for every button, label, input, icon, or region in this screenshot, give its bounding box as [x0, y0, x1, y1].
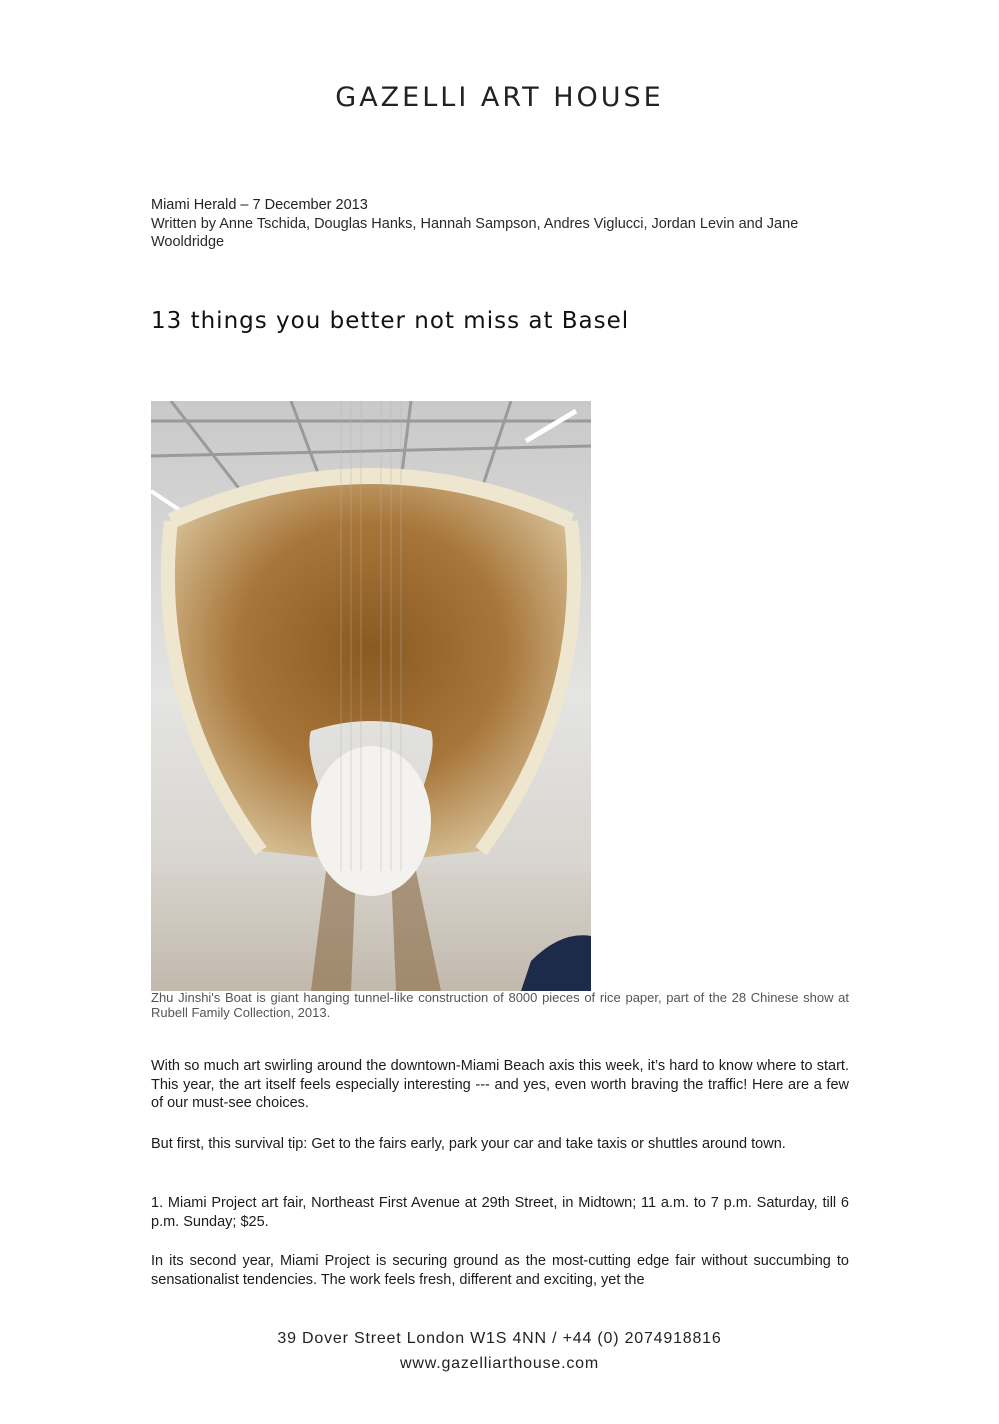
footer-address: 39 Dover Street London W1S 4NN / +44 (0) 2074918816: [277, 1330, 722, 1347]
paragraph-miami-project: In its second year, Miami Project is securing ground as the most-cutting edge fair without succumbing to sensationalist tendencies. The work feels fresh, different and exciting, yet the: [151, 1253, 849, 1288]
masthead-logo: GAZELLI ART HOUSE: [335, 82, 664, 113]
article-photo: [151, 401, 591, 991]
authors-line: Written by Anne Tschida, Douglas Hanks, Hannah Sampson, Andres Viglucci, Jordan Levin and Jane Wooldridge: [151, 215, 799, 250]
article-meta: [151, 196, 851, 252]
article-headline: 13 things you better not miss at Basel: [151, 308, 630, 334]
footer-website: www.gazelliarthouse.com: [400, 1355, 599, 1372]
photo-caption: Zhu Jinshi's Boat is giant hanging tunnel-like construction of 8000 pieces of rice paper, part of the 28 Chinese show at Rubell Family Collection, 2013.: [151, 990, 849, 1020]
paragraph-survival-tip: But first, this survival tip: Get to the fairs early, park your car and take taxis or shuttles around town.: [151, 1136, 786, 1152]
paragraph-item-1: 1. Miami Project art fair, Northeast First Avenue at 29th Street, in Midtown; 11 a.m. to 7 p.m. Saturday, till 6 p.m. Sunday; $25.: [151, 1195, 849, 1230]
source-line: Miami Herald – 7 December 2013: [151, 197, 368, 213]
boat-installation-image: [151, 401, 591, 991]
paragraph-intro: With so much art swirling around the downtown-Miami Beach axis this week, it’s hard to know where to start. This year, the art itself feels especially interesting --- and yes, even worth braving the traffic! Here are a few of our must-see choices.: [151, 1058, 849, 1111]
